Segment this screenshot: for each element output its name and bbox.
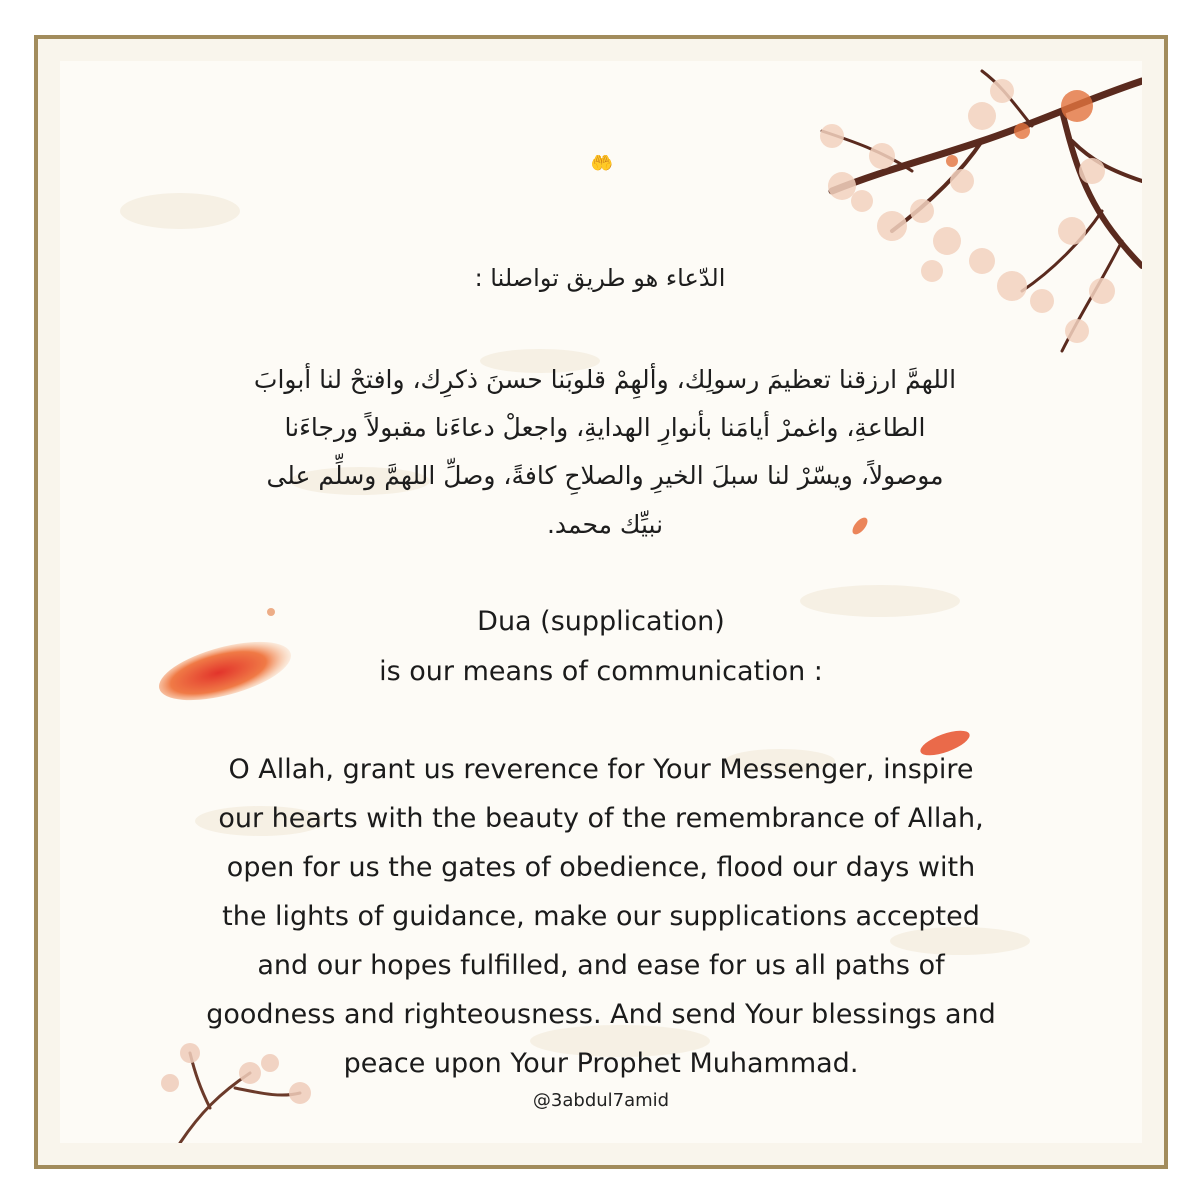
english-line: and our hopes fulfilled, and ease for us all paths of xyxy=(257,950,945,981)
english-line: open for us the gates of obedience, flood our days with xyxy=(226,852,976,883)
english-line: the lights of guidance, make our supplications accepted xyxy=(222,901,980,932)
arabic-line: اللهمَّ ارزقنا تعظيمَ رسولِك، وألهِمْ قلوبَنا حسنَ ذكرِك، وافتحْ لنا أبوابَ xyxy=(253,365,957,394)
english-line: O Allah, grant us reverence for Your Messenger, inspire xyxy=(228,754,974,785)
arabic-line: موصولاً، ويسّرْ لنا سبلَ الخيرِ والصلاحِ كافةً، وصلِّ اللهمَّ وسلِّم على xyxy=(266,461,944,490)
card xyxy=(60,61,1142,1143)
raised-hands-icon: 🤲 xyxy=(590,153,614,174)
arabic-line: نبيِّك محمد. xyxy=(546,510,664,539)
english-heading-line: Dua (supplication) xyxy=(477,606,725,637)
author-handle: @3abdul7amid xyxy=(532,1090,670,1111)
arabic-heading: الدّعاء هو طريق تواصلنا : xyxy=(474,264,726,292)
english-line: peace upon Your Prophet Muhammad. xyxy=(343,1048,859,1079)
english-line: goodness and righteousness. And send Your blessings and xyxy=(206,999,996,1030)
english-line: our hearts with the beauty of the remembrance of Allah, xyxy=(218,803,984,834)
arabic-line: الطاعةِ، واغمرْ أيامَنا بأنوارِ الهدايةِ، واجعلْ دعاءَنا مقبولاً ورجاءَنا xyxy=(284,413,926,442)
english-heading-line: is our means of communication : xyxy=(379,656,823,687)
gold-frame xyxy=(34,35,1168,1169)
